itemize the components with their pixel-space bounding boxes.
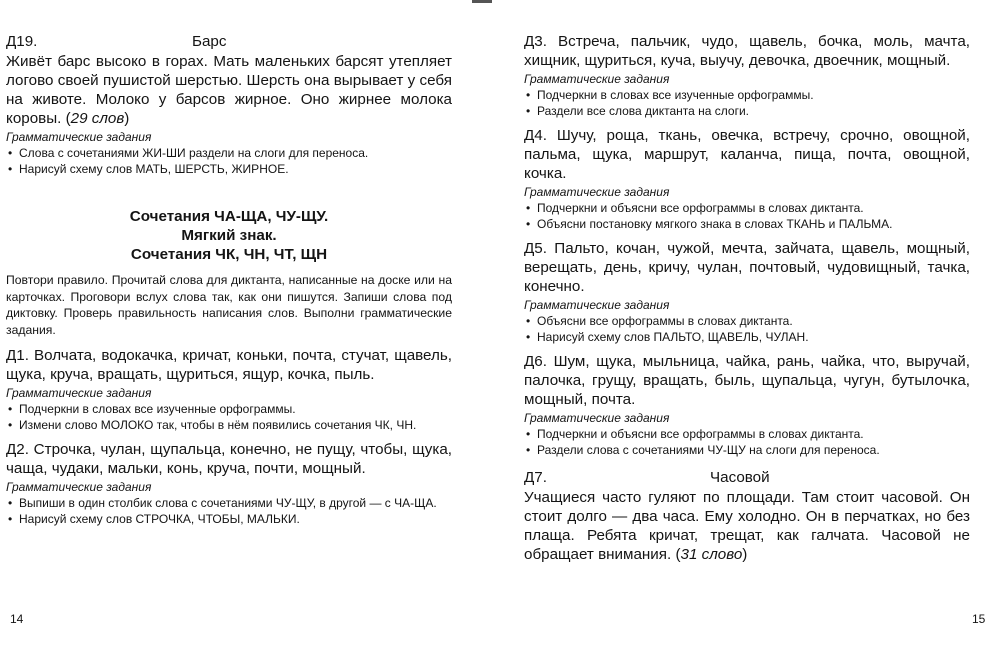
d7-code: Д7. — [524, 469, 547, 486]
d3-text: Д3. Встреча, пальчик, чудо, щавель, бочка, моль, мачта, хищник, щуриться, куча, выучу, девочка, двоечник, мощный. — [524, 33, 970, 69]
section-title-line: Сочетания ЧК, ЧН, ЧТ, ЩН — [130, 246, 328, 263]
d4-grammar-title: Грамматические задания — [524, 185, 670, 199]
task-item: • Объясни все орфограммы в словах диктанта. — [524, 314, 970, 330]
d5-text: Д5. Пальто, кочан, чужой, мечта, зайчата, щавель, мощный, верещать, день, кричу, чулан, почтовый, чудовищный, тачка, конечно. — [524, 240, 970, 295]
d19-grammar-title: Грамматические задания — [6, 130, 152, 144]
dictation-d5 — [524, 239, 970, 345]
dictation-d1 — [6, 346, 452, 433]
task-item: • Объясни постановку мягкого знака в словах ТКАНЬ и ПАЛЬМА. — [524, 217, 970, 233]
task-item: • Раздели слова с сочетаниями ЧУ-ЩУ на слоги для переноса. — [524, 443, 970, 459]
right-page — [524, 32, 970, 564]
d7-word-count: 31 слово — [680, 546, 743, 563]
task-item: • Подчеркни в словах все изученные орфограммы. — [524, 88, 970, 104]
section-title-line: Мягкий знак. — [181, 227, 277, 244]
d19-word-count: 29 слов — [70, 110, 125, 127]
task-item: • Подчеркни и объясни все орфограммы в словах диктанта. — [524, 427, 970, 443]
d19-header — [6, 32, 452, 51]
d7-text: Учащиеся часто гуляют по площади. Там стоит часовой. Он стоит долго — два часа. Ему холодно. Он в перчатках, но без плаща. Ребята кричат, трещат, как галчата. Часовой не обращает внимания. (31 слово) — [524, 489, 970, 563]
d6-text: Д6. Шум, щука, мыльница, чайка, рань, чайка, что, выручай, палочка, грущу, вращать, быль, щупальца, чугун, бутылочка, мощный, почта. — [524, 353, 970, 408]
dictation-d6 — [524, 352, 970, 458]
d6-grammar-title: Грамматические задания — [524, 411, 670, 425]
task-item: • Подчеркни в словах все изученные орфограммы. — [6, 402, 452, 418]
d4-text: Д4. Шучу, роща, ткань, овечка, встречу, срочно, овощной, пальма, щука, маршрут, каланча, пища, почта, овощной, кочка. — [524, 127, 970, 182]
section-title — [6, 207, 452, 264]
d7-title: Часовой — [710, 469, 770, 486]
dictation-d3 — [524, 32, 970, 119]
page-number-left: 14 — [10, 612, 24, 626]
task-item: • Нарисуй схему слов МАТЬ, ШЕРСТЬ, ЖИРНОЕ. — [6, 162, 452, 178]
task-item: • Нарисуй схему слов СТРОЧКА, ЧТОБЫ, МАЛЬКИ. — [6, 512, 452, 528]
d5-grammar-title: Грамматические задания — [524, 298, 670, 312]
d19-text: Живёт барс высоко в горах. Мать маленьких барсят утепляет логово своей пушистой шерстью. Шерсть она вырывает у себя на животе. Молоко у барсов жирное. Оно жирнее молока коровы. (29 слов) — [6, 53, 452, 127]
task-item: • Подчеркни и объясни все орфограммы в словах диктанта. — [524, 201, 970, 217]
page-top-mark — [472, 0, 492, 3]
d19-tasks — [6, 146, 452, 177]
d1-grammar-title: Грамматические задания — [6, 386, 152, 400]
d5-tasks — [524, 314, 970, 345]
d7-header — [524, 468, 970, 487]
d1-tasks — [6, 402, 452, 433]
d19-code: Д19. — [6, 33, 38, 50]
task-item: • Выпиши в один столбик слова с сочетаниями ЧУ-ЩУ, в другой — с ЧА-ЩА. — [6, 496, 452, 512]
dictation-d2 — [6, 440, 452, 527]
d3-grammar-title: Грамматические задания — [524, 72, 670, 86]
page-number-right: 15 — [972, 612, 986, 626]
task-item: • Измени слово МОЛОКО так, чтобы в нём появились сочетания ЧК, ЧН. — [6, 418, 452, 434]
d4-tasks — [524, 201, 970, 232]
task-item: • Нарисуй схему слов ПАЛЬТО, ЩАВЕЛЬ, ЧУЛАН. — [524, 330, 970, 346]
d3-tasks — [524, 88, 970, 119]
rule-instructions: Повтори правило. Прочитай слова для диктанта, написанные на доске или на карточках. Проговори вслух слова так, как они пишутся. Запиши слова под диктовку. Проверь правильность написания слов. Выполни грамматические задания. — [6, 273, 452, 337]
d2-grammar-title: Грамматические задания — [6, 480, 152, 494]
d2-text: Д2. Строчка, чулан, щупальца, конечно, не пущу, чтобы, щука, чаща, чудаки, мальки, конь, круча, почти, мощный. — [6, 441, 452, 477]
section-title-line: Сочетания ЧА-ЩА, ЧУ-ЩУ. — [129, 208, 329, 225]
task-item: • Слова с сочетаниями ЖИ-ШИ раздели на слоги для переноса. — [6, 146, 452, 162]
dictation-d4 — [524, 126, 970, 232]
d6-tasks — [524, 427, 970, 458]
d19-title: Барс — [192, 33, 227, 50]
left-page — [6, 32, 452, 527]
d1-text: Д1. Волчата, водокачка, кричат, коньки, почта, стучат, щавель, щука, круча, вращать, щуриться, ящур, кочка, пыль. — [6, 347, 452, 383]
d2-tasks — [6, 496, 452, 527]
task-item: • Раздели все слова диктанта на слоги. — [524, 104, 970, 120]
